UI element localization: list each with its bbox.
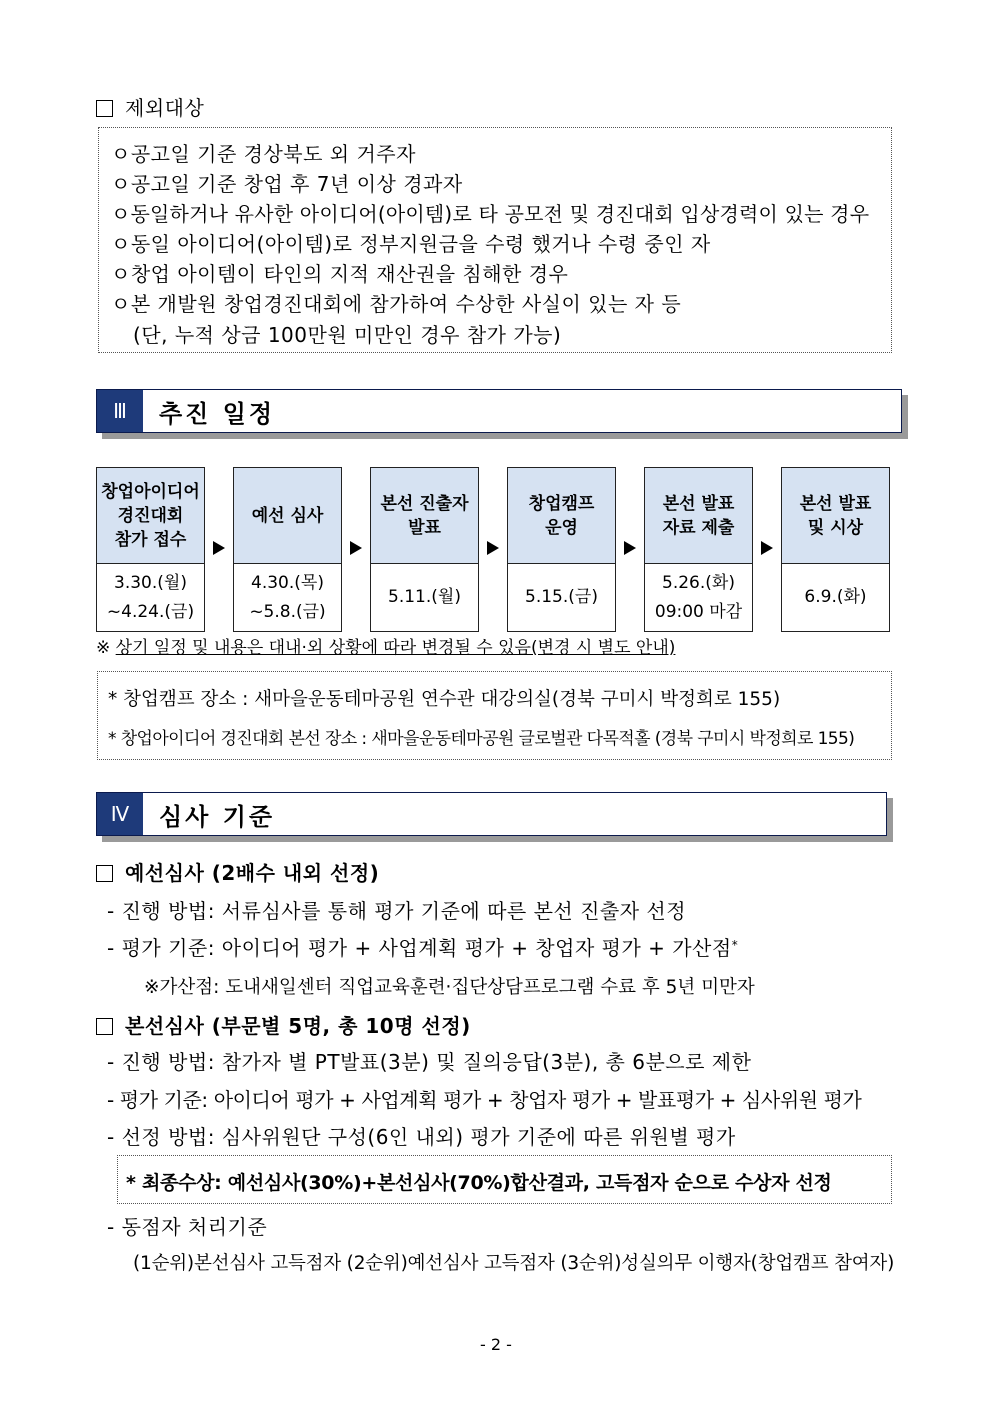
stage-label: 운영 [545,517,578,538]
prelim-heading: 예선심사 (2배수 내외 선정) [96,857,379,886]
stage-label: 참가 접수 [114,529,187,550]
section-header-criteria [96,792,887,836]
schedule-stage-6 [781,467,890,632]
stage-date: ~5.8.(금) [249,601,326,622]
exclusion-note: (단, 누적 상금 100만원 미만인 경우 참가 가능) [133,323,562,347]
stage-date: 5.11.(월) [388,587,461,607]
note-mark: ※ [96,638,116,658]
checkbox-square-icon [96,865,113,882]
stage-date: 5.26.(화) [662,572,735,593]
stage-date: 3.30.(월) [114,572,187,593]
prelim-bonus: ※가산점: 도내새일센터 직업교육훈련·집단상담프로그램 수료 후 5년 미만자 [144,977,755,998]
exclusion-item-1: ㅇ공고일 기준 경상북도 외 거주자 [111,142,416,166]
exclusion-item-2: ㅇ공고일 기준 창업 후 7년 이상 경과자 [111,172,463,196]
section-title: 심사 기준 [159,802,276,831]
arrow-right-icon [761,541,773,555]
stage-label: 창업아이디어 [101,481,200,502]
schedule-note [96,633,675,658]
venue-camp: * 창업캠프 장소 : 새마을운동테마공원 연수관 대강의실(경북 구미시 박정희로 155) [108,689,781,710]
stage-label: 본선 진출자 [380,493,469,514]
stage-date: 09:00 마감 [654,601,743,622]
exclusion-item-3: ㅇ동일하거나 유사한 아이디어(아이템)로 타 공모전 및 경진대회 입상경력이 있는 경우 [111,202,870,226]
tie-heading: - 동점자 처리기준 [107,1215,268,1239]
final-method: - 진행 방법: 참가자 별 PT발표(3분) 및 질의응답(3분), 총 6분으로 제한 [107,1050,752,1074]
stage-label: 창업캠프 [528,493,595,514]
arrow-right-icon [487,541,499,555]
prelim-criteria [107,932,738,961]
section-number: Ⅳ [97,793,143,835]
arrow-right-icon [213,541,225,555]
stage-date: 4.30.(목) [251,572,324,593]
stage-date: 5.15.(금) [525,587,598,607]
section-title: 추진 일정 [159,399,276,428]
exclusion-item-4: ㅇ동일 아이디어(아이템)로 정부지원금을 수령 했거나 수령 중인 자 [111,232,711,256]
stage-date: 6.9.(화) [804,587,867,607]
schedule-stage-4 [507,467,616,632]
arrow-right-icon [350,541,362,555]
exclusion-item-5: ㅇ창업 아이템이 타인의 지적 재산권을 침해한 경우 [111,262,569,286]
stage-date: ~4.24.(금) [106,601,195,622]
stage-label: 경진대회 [117,505,184,526]
final-award: * 최종수상: 예선심사(30%)+본선심사(70%)합산결과, 고득점자 순으로 수상자 선정 [126,1172,832,1194]
section-header-schedule [96,389,902,433]
note-text: 상기 일정 및 내용은 대내·외 상황에 따라 변경될 수 있음(변경 시 별도 안내) [115,638,676,658]
venue-box [97,671,892,760]
prelim-method: - 진행 방법: 서류심사를 통해 평가 기준에 따른 본선 진출자 선정 [107,899,687,923]
final-award-box [117,1155,892,1204]
schedule-stage-5 [644,467,753,632]
final-selection: - 선정 방법: 심사위원단 구성(6인 내외) 평가 기준에 따른 위원별 평가 [107,1125,736,1149]
checkbox-square-icon [96,100,113,117]
schedule-stage-3 [370,467,479,632]
stage-label: 자료 제출 [662,517,735,538]
schedule-stage-1 [96,467,205,632]
checkbox-square-icon [96,1018,113,1035]
section-number: Ⅲ [97,390,143,432]
prelim-criteria-text: - 평가 기준: 아이디어 평가 + 사업계획 평가 + 창업자 평가 + 가산점 [107,936,732,960]
arrow-right-icon [624,541,636,555]
tie-rule: (1순위)본선심사 고득점자 (2순위)예선심사 고득점자 (3순위)성실의무 이행자(창업캠프 참여자) [133,1253,895,1274]
schedule-stage-2 [233,467,342,632]
venue-final: * 창업아이디어 경진대회 본선 장소 : 새마을운동테마공원 글로벌관 다목적홀 (경북 구미시 박정희로 155) [108,729,855,749]
asterisk: * [731,938,739,952]
stage-label: 예선 심사 [251,505,324,526]
page-number: - 2 - [480,1335,512,1354]
stage-label: 발표 [408,517,441,538]
exclusion-item-6: ㅇ본 개발원 창업경진대회에 참가하여 수상한 사실이 있는 자 등 [111,292,682,316]
final-heading: 본선심사 (부문별 5명, 총 10명 선정) [96,1010,471,1039]
exclusion-heading: 제외대상 [96,92,204,121]
final-criteria: - 평가 기준: 아이디어 평가 + 사업계획 평가 + 창업자 평가 + 발표평가 + 심사위원 평가 [107,1088,862,1112]
stage-label: 본선 발표 [799,493,872,514]
stage-label: 및 시상 [807,517,864,538]
exclusion-box [98,127,892,353]
stage-label: 본선 발표 [662,493,735,514]
